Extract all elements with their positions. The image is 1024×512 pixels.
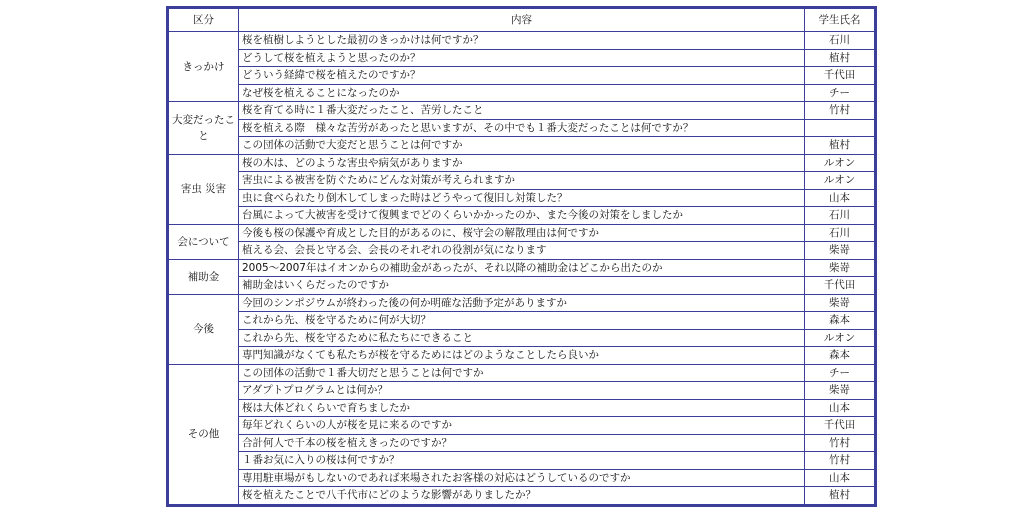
- student-name-cell: 植村: [805, 49, 875, 67]
- student-name-cell: チー: [805, 84, 875, 102]
- table-row: [169, 469, 875, 487]
- question-cell: 専用駐車場がもしないのであれば来場されたお客様の対応はどうしているのですか: [239, 469, 805, 487]
- table-row: [169, 399, 875, 417]
- student-name-cell: チー: [805, 364, 875, 382]
- table-row: [169, 417, 875, 435]
- question-cell: 桜を植えたことで八千代市にどのような影響がありましたか？: [239, 487, 805, 505]
- question-cell: この団体の活動で大変だと思うことは何ですか: [239, 137, 805, 155]
- question-cell: 桜は大体どれくらいで育ちましたか: [239, 399, 805, 417]
- question-cell: なぜ桜を植えることになったのか: [239, 84, 805, 102]
- student-name-cell: 森本: [805, 347, 875, 365]
- header-category: 区分: [169, 9, 239, 32]
- student-name-cell: 植村: [805, 137, 875, 155]
- student-name-cell: 千代田: [805, 417, 875, 435]
- student-name-cell: 山本: [805, 399, 875, 417]
- table-row: [169, 189, 875, 207]
- category-cell: 補助金: [169, 259, 239, 294]
- question-cell: 台風によって大被害を受けて復興までどのくらいかかったのか、また今後の対策をしましたか: [239, 207, 805, 225]
- question-cell: 専門知識がなくても私たちが桜を守るためにはどのようなことしたら良いか: [239, 347, 805, 365]
- student-name-cell: 竹村: [805, 452, 875, 470]
- table-row: [169, 102, 875, 120]
- question-cell: 桜を植樹しようとした最初のきっかけは何ですか？: [239, 32, 805, 50]
- table-row: [169, 119, 875, 137]
- question-cell: アダプトプログラムとは何か？: [239, 382, 805, 400]
- student-name-cell: 森本: [805, 312, 875, 330]
- question-cell: これから先、桜を守るために私たちにできること: [239, 329, 805, 347]
- question-cell: どういう経緯で桜を植えたのですか？: [239, 67, 805, 85]
- question-cell: 今後も桜の保護や育成とした目的があるのに、桜守会の解散理由は何ですか: [239, 224, 805, 242]
- question-cell: 植える会、会長と守る会、会長のそれぞれの役割が気になります: [239, 242, 805, 260]
- student-name-cell: 柴嵜: [805, 294, 875, 312]
- table-row: [169, 242, 875, 260]
- table-row: [169, 294, 875, 312]
- student-name-cell: 千代田: [805, 67, 875, 85]
- student-name-cell: 植村: [805, 487, 875, 505]
- student-name-cell: 石川: [805, 32, 875, 50]
- category-cell: 今後: [169, 294, 239, 364]
- student-name-cell: 柴嵜: [805, 259, 875, 277]
- student-name-cell: 竹村: [805, 102, 875, 120]
- question-cell: 補助金はいくらだったのですか: [239, 277, 805, 295]
- student-name-cell: 柴嵜: [805, 382, 875, 400]
- question-cell: 虫に食べられたり倒木してしまった時はどうやって復旧し対策した？: [239, 189, 805, 207]
- student-name-cell: ルオン: [805, 154, 875, 172]
- question-table: [168, 8, 875, 505]
- student-name-cell: 石川: [805, 224, 875, 242]
- table-row: [169, 172, 875, 190]
- table-row: [169, 329, 875, 347]
- table-row: [169, 487, 875, 505]
- table-row: [169, 259, 875, 277]
- table-row: [169, 312, 875, 330]
- student-name-cell: 竹村: [805, 434, 875, 452]
- student-name-cell: 柴嵜: [805, 242, 875, 260]
- category-cell: 大変だったこと: [169, 102, 239, 155]
- question-cell: 毎年どれくらいの人が桜を見に来るのですか: [239, 417, 805, 435]
- category-cell: きっかけ: [169, 32, 239, 102]
- question-cell: この団体の活動で１番大切だと思うことは何ですか: [239, 364, 805, 382]
- table-row: [169, 84, 875, 102]
- question-cell: 桜を植える際 様々な苦労があったと思いますが、その中でも１番大変だったことは何ですか？: [239, 119, 805, 137]
- question-table-container: [166, 6, 877, 507]
- student-name-cell: ルオン: [805, 329, 875, 347]
- student-name-cell: [805, 119, 875, 137]
- table-row: [169, 452, 875, 470]
- table-row: [169, 224, 875, 242]
- question-cell: 桜を育てる時に１番大変だったこと、苦労したこと: [239, 102, 805, 120]
- table-row: [169, 154, 875, 172]
- table-row: [169, 49, 875, 67]
- question-cell: これから先、桜を守るために何が大切？: [239, 312, 805, 330]
- table-row: [169, 32, 875, 50]
- student-name-cell: 石川: [805, 207, 875, 225]
- question-cell: どうして桜を植えようと思ったのか？: [239, 49, 805, 67]
- question-cell: 合計何人で千本の桜を植えきったのですか？: [239, 434, 805, 452]
- question-cell: １番お気に入りの桜は何ですか？: [239, 452, 805, 470]
- question-cell: 害虫による被害を防ぐためにどんな対策が考えられますか: [239, 172, 805, 190]
- table-header-row: [169, 9, 875, 32]
- student-name-cell: 山本: [805, 469, 875, 487]
- table-row: [169, 137, 875, 155]
- table-row: [169, 364, 875, 382]
- table-row: [169, 207, 875, 225]
- table-row: [169, 67, 875, 85]
- category-cell: 害虫 災害: [169, 154, 239, 224]
- question-cell: 桜の木は、どのような害虫や病気がありますか: [239, 154, 805, 172]
- table-row: [169, 434, 875, 452]
- header-content: 内容: [239, 9, 805, 32]
- table-row: [169, 277, 875, 295]
- table-row: [169, 347, 875, 365]
- question-cell: 2005～2007年はイオンからの補助金があったが、それ以降の補助金はどこから出たのか: [239, 259, 805, 277]
- student-name-cell: 山本: [805, 189, 875, 207]
- table-row: [169, 382, 875, 400]
- table-body: [169, 32, 875, 505]
- student-name-cell: 千代田: [805, 277, 875, 295]
- category-cell: その他: [169, 364, 239, 504]
- question-cell: 今回のシンポジウムが終わった後の何か明確な活動予定がありますか: [239, 294, 805, 312]
- student-name-cell: ルオン: [805, 172, 875, 190]
- category-cell: 会について: [169, 224, 239, 259]
- header-student-name: 学生氏名: [805, 9, 875, 32]
